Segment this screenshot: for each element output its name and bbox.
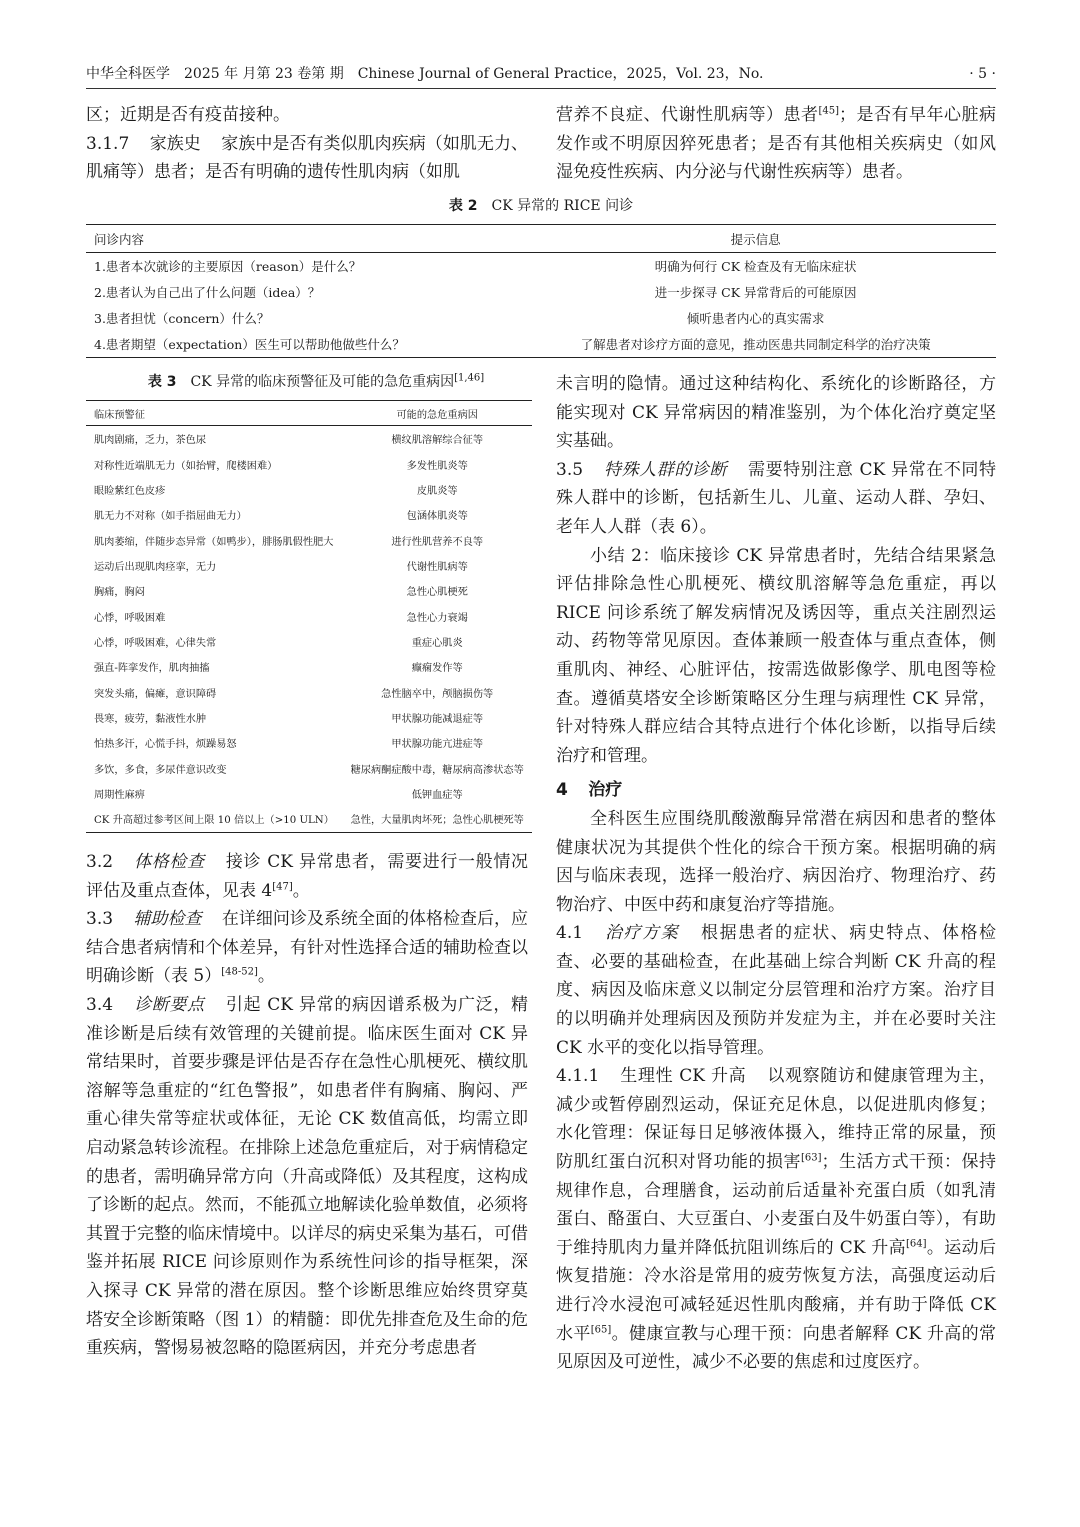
table-cell: 怕热多汗，心慌手抖，烦躁易怒 bbox=[94, 739, 237, 751]
section-title: 生理性 CK 升高 bbox=[619, 1066, 747, 1087]
table-row bbox=[86, 629, 532, 654]
table-row bbox=[86, 730, 532, 755]
table-row bbox=[86, 578, 532, 603]
table-row bbox=[86, 426, 532, 452]
left-column-top bbox=[86, 101, 528, 187]
table-cell: CK 升高超过参考区间上限 10 倍以上（>10 ULN） bbox=[86, 806, 342, 832]
table-cell: 倾听患者内心的真实需求 bbox=[686, 311, 825, 326]
right-column-bottom bbox=[556, 370, 996, 1377]
reference: [65] bbox=[590, 1323, 612, 1335]
table-row bbox=[86, 654, 532, 679]
table-cell: 多饮，多食，多尿伴意识改变 bbox=[94, 764, 227, 776]
section-number: 3.3 bbox=[86, 909, 114, 930]
section-number: 4.1 bbox=[556, 923, 584, 944]
paragraph bbox=[556, 101, 996, 187]
table-title: CK 异常的临床预警征及可能的急危重病因 bbox=[190, 374, 455, 390]
table-cell: 畏寒，疲劳，黏液性水肿 bbox=[94, 713, 207, 725]
section-number: 3.1.7 bbox=[86, 133, 130, 154]
table-2-caption bbox=[86, 196, 996, 216]
table-cell: 胸痛，胸闷 bbox=[94, 587, 145, 599]
table-cell: 皮肌炎等 bbox=[416, 485, 458, 497]
section-text: 家族中是否有类似肌肉疾病（如肌无力、肌痛等）患者；是否有明确的遗传性肌肉病（如肌 bbox=[86, 133, 529, 183]
table-cell: 重症心肌炎 bbox=[411, 637, 463, 649]
left-column-bottom bbox=[86, 848, 528, 1363]
table-label: 表 2 bbox=[448, 198, 478, 214]
text: 营养不良症、代谢性肌病等）患者 bbox=[556, 105, 819, 125]
paragraph: 未言明的隐情。通过这种结构化、系统化的诊断路径，方能实现对 CK 异常病因的精准鉴别，为个体化治疗奠定坚实基础。 bbox=[556, 374, 996, 452]
section-number: 4.1.1 bbox=[556, 1066, 600, 1087]
right-column-top bbox=[556, 101, 996, 187]
paragraph: 全科医生应围绕肌酸激酶异常潜在病因和患者的整体健康状况为其提供个性化的综合干预方案。根据明确的病因与临床表现，选择一般治疗、病因治疗、物理治疗、药物治疗、中医中药和康复治疗等措施。 bbox=[556, 808, 996, 915]
section-text: 。运动后恢复措施：冷水浴是常用的疲劳恢复方法，高强度运动后进行冷水浸泡可减轻延迟性肌肉酸痛，并有助于降低 CK 水平 bbox=[556, 1237, 997, 1344]
table-row bbox=[86, 527, 532, 552]
table-cell: 包涵体肌炎等 bbox=[406, 511, 468, 523]
table-row bbox=[86, 755, 532, 780]
table-cell: 肌肉剧痛，乏力，茶色尿 bbox=[94, 435, 207, 447]
table-row bbox=[86, 553, 532, 578]
table-cell: 了解患者对诊疗方面的意见，推动医患共同制定科学的治疗决策 bbox=[515, 331, 996, 358]
section-text: 需要特别注意 CK 异常在不同特殊人群中的诊断，包括新生儿、儿童、运动人群、孕妇、老年人人群（表 6）。 bbox=[556, 459, 997, 537]
table-3 bbox=[86, 400, 532, 833]
table-cell: 眼睑紫红色皮疹 bbox=[94, 485, 166, 497]
text: ；是否有早年心脏病发作或不明原因猝死患者；是否有其他相关疾病史（如风湿免疫性疾病、内分泌与代谢性疾病等）患者。 bbox=[556, 105, 997, 183]
table-cell: 强直-阵挛发作，肌肉抽搐 bbox=[94, 663, 210, 675]
table-cell: 明确为何行 CK 检查及有无临床症状 bbox=[654, 259, 857, 274]
table-cell: 急性，大量肌肉坏死；急性心肌梗死等 bbox=[342, 806, 532, 832]
table-cell: 急性心力衰竭 bbox=[406, 612, 468, 624]
reference: [63] bbox=[800, 1152, 822, 1164]
page-number: · 5 · bbox=[969, 66, 996, 82]
section-title: 特殊人群的诊断 bbox=[603, 459, 728, 480]
section-3-1-7 bbox=[86, 130, 528, 187]
section-4-heading bbox=[556, 776, 996, 805]
table-cell: 进一步探寻 CK 异常背后的可能原因 bbox=[654, 285, 857, 300]
section-3-3 bbox=[86, 905, 528, 991]
reference: [48-52] bbox=[221, 966, 258, 978]
column-header: 问诊内容 bbox=[86, 225, 515, 253]
section-title: 诊断要点 bbox=[133, 994, 205, 1015]
section-text: 接诊 CK 异常患者，需要进行一般情况评估及重点查体，见表 4 bbox=[86, 852, 529, 901]
section-title: 治疗 bbox=[588, 780, 623, 801]
table-3-caption bbox=[86, 372, 546, 392]
table-row bbox=[86, 603, 532, 628]
table-row bbox=[86, 705, 532, 730]
section-text: 根据患者的症状、病史特点、体格检查、必要的基础检查，在此基础上综合判断 CK 升高的程度、病因及临床意义以制定分层管理和治疗方案。治疗目的以明确并处理病因及预防并发症为主，并在必要时关注 CK 水平的变化以指导管理。 bbox=[556, 923, 997, 1058]
table-cell: 3.患者担忧（concern）什么？ bbox=[94, 311, 270, 326]
table-cell: 肌无力不对称（如手指屈曲无力） bbox=[94, 511, 247, 523]
summary-paragraph: 小结 2：临床接诊 CK 异常患者时，先结合结果紧急评估排除急性心肌梗死、横纹肌溶解等急危重症，再以 RICE 问诊系统了解发病情况及诱因等，重点关注剧烈运动、药物等常见原因。查体兼顾一般查体与重点查体，侧重肌肉、神经、心脏评估，按需选做影像学、肌电图等检查。遵循莫塔安全诊断策略区分生理与病理性 CK 异常，针对特殊人群应结合其特点进行个体化诊断，以指导后续治疗和管理。 bbox=[556, 545, 996, 766]
section-number: 4 bbox=[556, 780, 568, 801]
table-row bbox=[86, 477, 532, 502]
table-row bbox=[86, 305, 996, 331]
table-cell: 横纹肌溶解综合征等 bbox=[391, 435, 484, 447]
section-number: 3.2 bbox=[86, 852, 114, 872]
table-row bbox=[86, 679, 532, 704]
section-3-2 bbox=[86, 848, 528, 905]
table-cell: 癫痫发作等 bbox=[411, 663, 463, 675]
section-4-1 bbox=[556, 919, 996, 1062]
table-cell: 甲状腺功能亢进症等 bbox=[391, 739, 484, 751]
reference: [1,46] bbox=[454, 372, 485, 384]
table-row bbox=[86, 806, 532, 832]
table-row bbox=[86, 253, 996, 280]
table-cell: 心悸，呼吸困难 bbox=[94, 612, 166, 624]
table-2 bbox=[86, 224, 996, 358]
table-row bbox=[86, 331, 996, 358]
reference: [45] bbox=[818, 105, 840, 117]
table-cell: 多发性肌炎等 bbox=[406, 460, 468, 472]
table-title: CK 异常的 RICE 问诊 bbox=[491, 198, 634, 214]
paragraph: 区；近期是否有疫苗接种。 bbox=[86, 105, 290, 125]
header-rule bbox=[86, 88, 996, 89]
table-cell: 急性脑卒中，颅脑损伤等 bbox=[381, 688, 494, 700]
section-number: 3.4 bbox=[86, 994, 114, 1015]
section-text: ；生活方式干预：保持规律作息，合理膳食，运动前后适量补充蛋白质（如乳清蛋白、酪蛋白、大豆蛋白、小麦蛋白及牛奶蛋白等），有助于维持肌肉力量并降低抗阻训练后的 CK 升高 bbox=[556, 1152, 997, 1258]
table-cell: 糖尿病酮症酸中毒，糖尿病高渗状态等 bbox=[350, 764, 524, 776]
table-row bbox=[86, 451, 532, 476]
table-row bbox=[86, 781, 532, 806]
punctuation: 。 bbox=[257, 966, 275, 987]
table-header-row bbox=[86, 401, 532, 426]
table-cell: 4.患者期望（expectation）医生可以帮助他做些什么？ bbox=[86, 331, 515, 358]
punctuation: 。 bbox=[292, 880, 310, 901]
column-header: 提示信息 bbox=[515, 225, 996, 253]
section-text: 以观察随访和健康管理为主，减少或暂停剧烈运动，保证充足休息，以促进肌肉修复；水化管理：保证每日足够液体摄入，维持正常的尿量，预防肌红蛋白沉积对肾功能的损害 bbox=[556, 1066, 997, 1173]
table-cell: 急性心肌梗死 bbox=[406, 587, 468, 599]
table-cell: 1.患者本次就诊的主要原因（reason）是什么？ bbox=[94, 259, 362, 274]
running-header bbox=[86, 63, 996, 85]
table-cell: 代谢性肌病等 bbox=[406, 561, 468, 573]
table-row bbox=[86, 279, 996, 305]
table-header-row bbox=[86, 225, 996, 253]
table-cell: 周期性麻痹 bbox=[94, 789, 145, 801]
table-label: 表 3 bbox=[147, 374, 177, 390]
section-title: 治疗方案 bbox=[603, 923, 680, 944]
section-number: 3.5 bbox=[556, 459, 584, 480]
reference: [47] bbox=[272, 880, 293, 892]
table-cell: 甲状腺功能减退症等 bbox=[391, 713, 484, 725]
column-header: 可能的急危重病因 bbox=[342, 401, 532, 426]
reference: [64] bbox=[905, 1238, 927, 1250]
table-cell: 进行性肌营养不良等 bbox=[391, 536, 484, 548]
table-cell: 肌肉萎缩，伴随步态异常（如鸭步），腓肠肌假性肥大 bbox=[94, 536, 334, 548]
table-cell: 突发头痛，偏瘫，意识障碍 bbox=[94, 688, 217, 700]
section-text: 引起 CK 异常的病因谱系极为广泛，精准诊断是后续有效管理的关键前提。临床医生面对 CK 异常结果时，首要步骤是评估是否存在急性心肌梗死、横纹肌溶解等急重症的“红色警报”，如患者伴有胸痛、胸闷、严重心律失常等症状或体征，无论 CK 数值高低，均需立即启动紧急转诊流程。在排除上述急危重症后，对于病情稳定的患者，需明确异常方向（升高或降低）及其程度，这构成了诊断的起点。然而，不能孤立地解读化验单数值，必须将其置于完整的临床情境中。以详尽的病史采集为基石，可借鉴并拓展 RICE 问诊原则作为系统性问诊的指导框架，深入探寻 CK 异常的潜在原因。整个诊断思维应始终贯穿莫塔安全诊断策略（图 1）的精髓：即优先排查危及生命的危重疾病，警惕易被忽略的隐匿病因，并充分考虑患者 bbox=[86, 994, 529, 1359]
journal-citation: 中华全科医学 2025 年 月第 23 卷第 期 Chinese Journal of General Practice，2025，Vol. 23，No. bbox=[86, 66, 764, 82]
section-3-5 bbox=[556, 456, 996, 542]
section-4-1-1 bbox=[556, 1062, 996, 1377]
column-header: 临床预警征 bbox=[86, 401, 342, 426]
section-title: 辅助检查 bbox=[133, 909, 202, 930]
section-text: 在详细问诊及系统全面的体格检查后，应结合患者病情和个体差异，有针对性选择合适的辅助检查以明确诊断（表 5） bbox=[86, 909, 529, 987]
section-text: 。健康宣教与心理干预：向患者解释 CK 升高的常见原因及可逆性，减少不必要的焦虑和过度医疗。 bbox=[556, 1323, 997, 1373]
section-title: 家族史 bbox=[149, 133, 201, 154]
table-cell: 低钾血症等 bbox=[411, 789, 463, 801]
table-row bbox=[86, 502, 532, 527]
section-title: 体格检查 bbox=[133, 852, 205, 872]
table-cell: 2.患者认为自己出了什么问题（idea）？ bbox=[94, 285, 321, 300]
table-cell: 心悸，呼吸困难，心律失常 bbox=[94, 637, 217, 649]
table-cell: 运动后出现肌肉痉挛，无力 bbox=[94, 561, 217, 573]
table-cell: 对称性近端肌无力（如抬臂，爬楼困难） bbox=[94, 460, 278, 472]
section-3-4 bbox=[86, 991, 528, 1363]
